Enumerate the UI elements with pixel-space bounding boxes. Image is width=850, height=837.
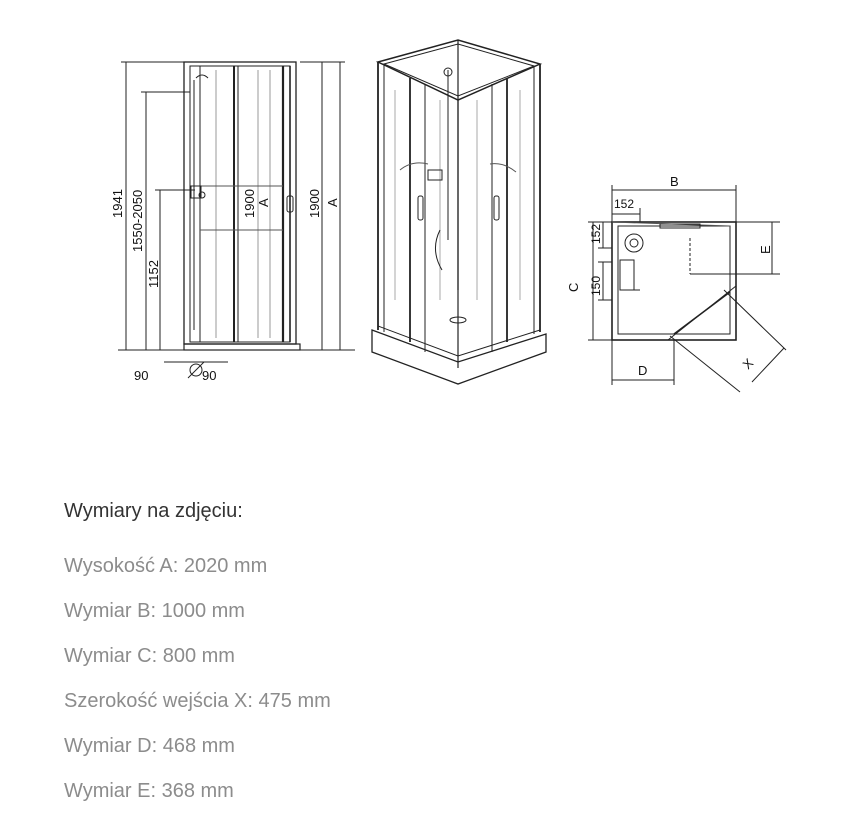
dim-a-inner: A xyxy=(256,198,271,207)
dim-152-top: 152 xyxy=(614,197,635,211)
plan-view xyxy=(588,185,786,392)
spec-dimension-d: Wymiar D: 468 mm xyxy=(64,735,235,757)
dim-e: E xyxy=(758,245,773,254)
dim-d: D xyxy=(638,363,648,378)
spec-entry-width-x: Szerokość wejścia X: 475 mm xyxy=(64,690,331,712)
spec-dimension-e: Wymiar E: 368 mm xyxy=(64,780,234,802)
dim-90-left: 90 xyxy=(134,368,149,383)
perspective-view xyxy=(372,40,546,384)
dim-1900-inner: 1900 xyxy=(242,189,257,218)
dim-150: 150 xyxy=(589,275,603,296)
dim-152-side: 152 xyxy=(589,223,603,244)
dim-a-outer: A xyxy=(325,198,340,207)
specs-heading: Wymiary na zdjęciu: xyxy=(64,500,243,522)
dim-x: X xyxy=(739,355,757,373)
dim-1941: 1941 xyxy=(110,189,125,218)
spec-dimension-c: Wymiar C: 800 mm xyxy=(64,645,235,667)
dim-b: B xyxy=(670,174,679,189)
dim-1550-2050: 1550-2050 xyxy=(130,189,145,252)
dim-90-right: 90 xyxy=(202,368,217,383)
side-view xyxy=(118,62,355,378)
spec-dimension-b: Wymiar B: 1000 mm xyxy=(64,600,245,622)
dim-1152: 1152 xyxy=(146,260,161,288)
spec-height-a: Wysokość A: 2020 mm xyxy=(64,555,268,577)
dim-c: C xyxy=(566,282,581,292)
dim-1900-outer: 1900 xyxy=(307,189,322,218)
